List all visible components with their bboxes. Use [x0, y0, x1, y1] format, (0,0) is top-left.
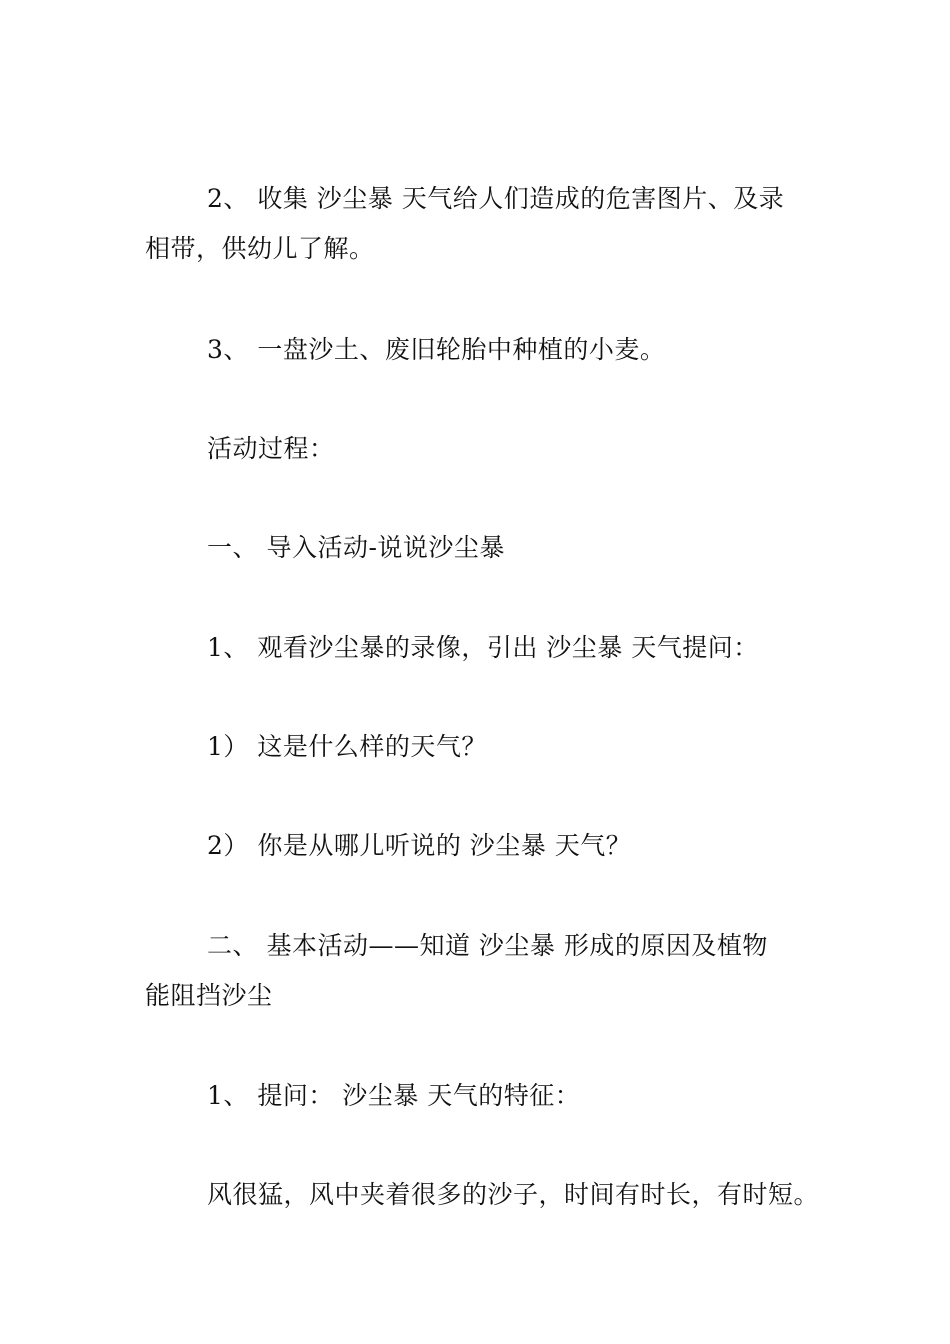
step-1-text: 1、 观看沙尘暴的录像，引出 沙尘暴 天气提问： [207, 633, 759, 662]
section-heading-intro: 一、 导入活动-说说沙尘暴 [207, 533, 505, 562]
material-item-2-line-2: 相带，供幼儿了解。 [145, 234, 375, 263]
section-heading-basic-activity-line-2: 能阻挡沙尘 [145, 981, 273, 1010]
material-item-3: 3、 一盘沙土、废旧轮胎中种植的小麦。 [207, 335, 666, 364]
section-heading-basic-activity-line-1: 二、 基本活动——知道 沙尘暴 形成的原因及植物 [207, 931, 768, 960]
question-1: 1） 这是什么样的天气？ [207, 732, 487, 761]
material-item-2-line-1: 2、 收集 沙尘暴 天气给人们造成的危害图片、及录 [207, 184, 785, 213]
section-heading-activity-process: 活动过程： [207, 434, 335, 463]
question-2: 2） 你是从哪儿听说的 沙尘暴 天气？ [207, 831, 632, 860]
step-1-question: 1、 提问： 沙尘暴 天气的特征： [207, 1081, 581, 1110]
answer-text: 风很猛，风中夹着很多的沙子，时间有时长，有时短。 [207, 1180, 820, 1209]
